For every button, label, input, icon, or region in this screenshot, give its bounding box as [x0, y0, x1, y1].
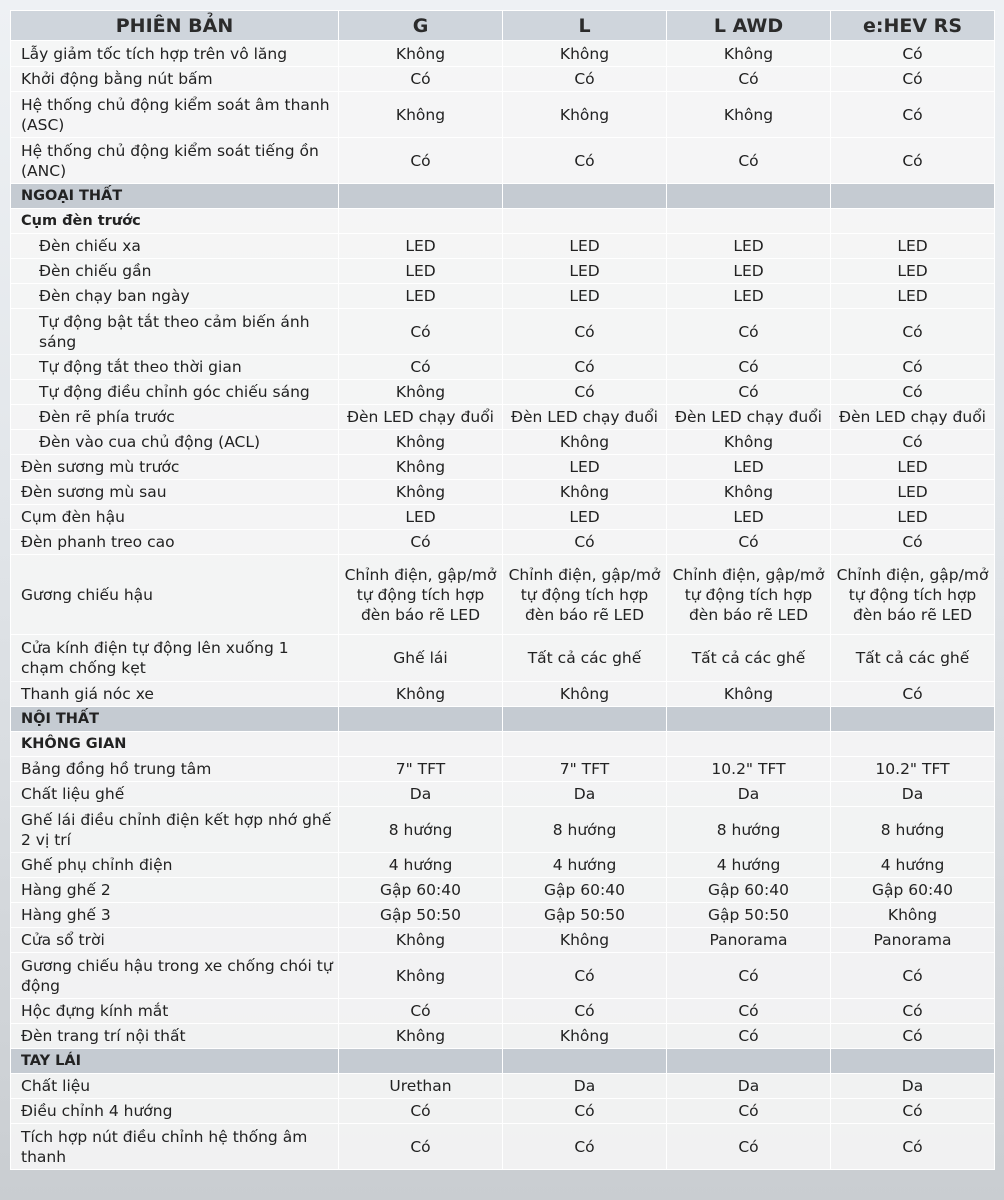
spec-value: Không — [339, 430, 503, 455]
spec-value: Không — [339, 1024, 503, 1049]
section-header-row — [11, 707, 995, 732]
empty-cell — [667, 707, 831, 732]
spec-label: Đèn trang trí nội thất — [11, 1024, 339, 1049]
spec-value: Không — [503, 92, 667, 138]
spec-value: LED — [831, 455, 995, 480]
empty-cell — [667, 184, 831, 209]
spec-value: Có — [339, 309, 503, 355]
spec-value: Không — [503, 928, 667, 953]
spec-label: Hệ thống chủ động kiểm soát âm thanh (ASC) — [11, 92, 339, 138]
spec-value: Tất cả các ghế — [503, 635, 667, 682]
spec-value: 8 hướng — [503, 807, 667, 853]
empty-cell — [831, 1049, 995, 1074]
spec-label: Lẫy giảm tốc tích hợp trên vô lăng — [11, 41, 339, 67]
spec-row — [11, 455, 995, 480]
spec-value: Có — [503, 67, 667, 92]
spec-value: Có — [831, 682, 995, 707]
empty-cell — [503, 209, 667, 234]
spec-value: Có — [831, 999, 995, 1024]
spec-value: Không — [503, 1024, 667, 1049]
spec-label: Cửa kính điện tự động lên xuống 1 chạm chống kẹt — [11, 635, 339, 682]
header-ehev-rs: e:HEV RS — [831, 11, 995, 41]
spec-value: 7" TFT — [503, 757, 667, 782]
spec-row — [11, 41, 995, 67]
spec-value: LED — [667, 505, 831, 530]
spec-label: Đèn phanh treo cao — [11, 530, 339, 555]
spec-value: Không — [339, 480, 503, 505]
spec-value: Da — [831, 782, 995, 807]
spec-row — [11, 138, 995, 184]
spec-label: Điều chỉnh 4 hướng — [11, 1099, 339, 1124]
header-l: L — [503, 11, 667, 41]
spec-value: Không — [503, 480, 667, 505]
spec-value: Không — [339, 682, 503, 707]
spec-label: Ghế phụ chỉnh điện — [11, 853, 339, 878]
spec-row — [11, 234, 995, 259]
spec-label: Chất liệu — [11, 1074, 339, 1099]
spec-value: Không — [503, 682, 667, 707]
spec-value: LED — [831, 505, 995, 530]
empty-cell — [339, 1049, 503, 1074]
spec-value: LED — [339, 284, 503, 309]
spec-value: LED — [503, 505, 667, 530]
spec-label: Tích hợp nút điều chỉnh hệ thống âm thanh — [11, 1124, 339, 1170]
spec-value: Urethan — [339, 1074, 503, 1099]
empty-cell — [831, 732, 995, 757]
empty-cell — [667, 732, 831, 757]
spec-value: Gập 50:50 — [667, 903, 831, 928]
spec-value: Không — [503, 430, 667, 455]
spec-value: Có — [831, 1099, 995, 1124]
empty-cell — [667, 1049, 831, 1074]
spec-value: LED — [831, 480, 995, 505]
spec-value: Có — [831, 67, 995, 92]
spec-value: LED — [339, 505, 503, 530]
spec-label: Hàng ghế 2 — [11, 878, 339, 903]
spec-value: LED — [503, 284, 667, 309]
spec-label: Chất liệu ghế — [11, 782, 339, 807]
spec-value: Chỉnh điện, gập/mở tự động tích hợp đèn báo rẽ LED — [831, 555, 995, 635]
spec-value: Có — [831, 355, 995, 380]
spec-value: Có — [667, 953, 831, 999]
spec-label: Đèn chiếu xa — [11, 234, 339, 259]
spec-row — [11, 1074, 995, 1099]
spec-value: Da — [503, 782, 667, 807]
section-title: NGOẠI THẤT — [11, 184, 339, 209]
spec-value: 8 hướng — [339, 807, 503, 853]
group-title: Cụm đèn trước — [11, 209, 339, 234]
spec-value: Không — [339, 380, 503, 405]
spec-value: Có — [667, 1099, 831, 1124]
spec-value: LED — [667, 284, 831, 309]
spec-row — [11, 1099, 995, 1124]
spec-value: Gập 60:40 — [503, 878, 667, 903]
spec-row — [11, 555, 995, 635]
spec-value: Không — [339, 455, 503, 480]
spec-label: Ghế lái điều chỉnh điện kết hợp nhớ ghế 2 vị trí — [11, 807, 339, 853]
spec-label: Đèn sương mù sau — [11, 480, 339, 505]
spec-value: Gập 60:40 — [667, 878, 831, 903]
spec-value: Ghế lái — [339, 635, 503, 682]
spec-label: Gương chiếu hậu trong xe chống chói tự động — [11, 953, 339, 999]
spec-value: Chỉnh điện, gập/mở tự động tích hợp đèn báo rẽ LED — [503, 555, 667, 635]
spec-value: LED — [339, 259, 503, 284]
spec-value: LED — [667, 455, 831, 480]
spec-table — [10, 10, 995, 1170]
spec-value: Có — [503, 138, 667, 184]
spec-value: Không — [339, 953, 503, 999]
spec-value: Có — [831, 138, 995, 184]
spec-value: Có — [831, 41, 995, 67]
spec-row — [11, 928, 995, 953]
spec-value: Panorama — [667, 928, 831, 953]
spec-value: Da — [667, 782, 831, 807]
spec-row — [11, 953, 995, 999]
empty-cell — [339, 707, 503, 732]
spec-row — [11, 682, 995, 707]
empty-cell — [831, 184, 995, 209]
spec-row — [11, 853, 995, 878]
spec-value: Không — [667, 682, 831, 707]
spec-row — [11, 380, 995, 405]
spec-row — [11, 284, 995, 309]
spec-value: Có — [831, 953, 995, 999]
spec-value: 4 hướng — [503, 853, 667, 878]
empty-cell — [339, 209, 503, 234]
spec-row — [11, 405, 995, 430]
spec-value: Không — [339, 41, 503, 67]
spec-value: 4 hướng — [831, 853, 995, 878]
spec-label: Tự động bật tắt theo cảm biến ánh sáng — [11, 309, 339, 355]
spec-label: Đèn rẽ phía trước — [11, 405, 339, 430]
spec-value: 4 hướng — [667, 853, 831, 878]
spec-row — [11, 309, 995, 355]
spec-label: Đèn vào cua chủ động (ACL) — [11, 430, 339, 455]
spec-value: Có — [831, 92, 995, 138]
spec-value: Không — [339, 92, 503, 138]
spec-value: Có — [503, 380, 667, 405]
spec-label: Tự động tắt theo thời gian — [11, 355, 339, 380]
spec-row — [11, 505, 995, 530]
spec-row — [11, 1124, 995, 1170]
spec-value: Có — [503, 530, 667, 555]
spec-row — [11, 782, 995, 807]
spec-label: Hàng ghế 3 — [11, 903, 339, 928]
spec-value: LED — [503, 455, 667, 480]
spec-value: Có — [831, 380, 995, 405]
spec-value: Gập 50:50 — [503, 903, 667, 928]
spec-value: 8 hướng — [667, 807, 831, 853]
spec-value: Không — [831, 903, 995, 928]
empty-cell — [503, 707, 667, 732]
section-header-row — [11, 1049, 995, 1074]
spec-value: 8 hướng — [831, 807, 995, 853]
spec-value: Đèn LED chạy đuổi — [503, 405, 667, 430]
spec-row — [11, 878, 995, 903]
spec-value: Da — [503, 1074, 667, 1099]
spec-value: LED — [667, 234, 831, 259]
group-header-row — [11, 209, 995, 234]
empty-cell — [503, 184, 667, 209]
spec-value: Có — [667, 355, 831, 380]
spec-row — [11, 480, 995, 505]
spec-row — [11, 67, 995, 92]
spec-value: Có — [667, 530, 831, 555]
empty-cell — [339, 184, 503, 209]
spec-value: Da — [667, 1074, 831, 1099]
spec-value: Gập 60:40 — [339, 878, 503, 903]
spec-row — [11, 92, 995, 138]
spec-label: Tự động điều chỉnh góc chiếu sáng — [11, 380, 339, 405]
spec-value: Có — [831, 1124, 995, 1170]
spec-value: Đèn LED chạy đuổi — [667, 405, 831, 430]
spec-value: Không — [667, 430, 831, 455]
spec-value: Không — [667, 92, 831, 138]
empty-cell — [667, 209, 831, 234]
spec-row — [11, 999, 995, 1024]
spec-row — [11, 903, 995, 928]
spec-table-body — [11, 41, 995, 1170]
spec-row — [11, 259, 995, 284]
spec-row — [11, 635, 995, 682]
spec-label: Gương chiếu hậu — [11, 555, 339, 635]
spec-value: Có — [503, 355, 667, 380]
empty-cell — [831, 209, 995, 234]
spec-label: Đèn chạy ban ngày — [11, 284, 339, 309]
spec-value: Tất cả các ghế — [667, 635, 831, 682]
spec-label: Bảng đồng hồ trung tâm — [11, 757, 339, 782]
spec-value: Tất cả các ghế — [831, 635, 995, 682]
spec-value: Có — [667, 999, 831, 1024]
spec-value: LED — [831, 259, 995, 284]
spec-value: 10.2" TFT — [831, 757, 995, 782]
spec-value: Gập 60:40 — [831, 878, 995, 903]
section-title: NỘI THẤT — [11, 707, 339, 732]
spec-label: Hộc đựng kính mắt — [11, 999, 339, 1024]
spec-table-container — [10, 10, 994, 1170]
spec-label: Cửa sổ trời — [11, 928, 339, 953]
empty-cell — [503, 732, 667, 757]
spec-value: LED — [831, 234, 995, 259]
spec-value: Có — [339, 999, 503, 1024]
spec-value: Có — [339, 138, 503, 184]
spec-label: Hệ thống chủ động kiểm soát tiếng ồn (ANC) — [11, 138, 339, 184]
spec-row — [11, 757, 995, 782]
spec-row — [11, 530, 995, 555]
spec-value: 7" TFT — [339, 757, 503, 782]
spec-value: Gập 50:50 — [339, 903, 503, 928]
section-header-row — [11, 184, 995, 209]
spec-value: LED — [503, 234, 667, 259]
spec-value: Chỉnh điện, gập/mở tự động tích hợp đèn báo rẽ LED — [667, 555, 831, 635]
spec-label: Khởi động bằng nút bấm — [11, 67, 339, 92]
spec-row — [11, 807, 995, 853]
spec-value: Chỉnh điện, gập/mở tự động tích hợp đèn báo rẽ LED — [339, 555, 503, 635]
empty-cell — [339, 732, 503, 757]
empty-cell — [503, 1049, 667, 1074]
spec-value: Có — [503, 309, 667, 355]
spec-label: Thanh giá nóc xe — [11, 682, 339, 707]
spec-value: 4 hướng — [339, 853, 503, 878]
group-title: KHÔNG GIAN — [11, 732, 339, 757]
spec-value: Da — [339, 782, 503, 807]
spec-label: Đèn sương mù trước — [11, 455, 339, 480]
spec-value: 10.2" TFT — [667, 757, 831, 782]
spec-value: Có — [339, 1099, 503, 1124]
spec-value: Có — [503, 1099, 667, 1124]
spec-value: Không — [339, 928, 503, 953]
header-g: G — [339, 11, 503, 41]
spec-value: Có — [503, 953, 667, 999]
spec-value: LED — [503, 259, 667, 284]
header-l-awd: L AWD — [667, 11, 831, 41]
spec-value: Có — [831, 530, 995, 555]
spec-value: Có — [667, 1024, 831, 1049]
group-header-row — [11, 732, 995, 757]
spec-value: Có — [503, 999, 667, 1024]
header-row — [11, 11, 995, 41]
spec-value: LED — [339, 234, 503, 259]
spec-row — [11, 430, 995, 455]
spec-value: Có — [667, 309, 831, 355]
spec-value: Không — [667, 480, 831, 505]
spec-value: Không — [667, 41, 831, 67]
spec-value: Không — [503, 41, 667, 67]
spec-value: Có — [667, 138, 831, 184]
spec-value: LED — [667, 259, 831, 284]
header-version: PHIÊN BẢN — [11, 11, 339, 41]
spec-value: Có — [339, 355, 503, 380]
spec-value: Có — [667, 1124, 831, 1170]
spec-value: Có — [503, 1124, 667, 1170]
empty-cell — [831, 707, 995, 732]
spec-value: Có — [831, 430, 995, 455]
spec-value: Có — [339, 1124, 503, 1170]
spec-value: Đèn LED chạy đuổi — [339, 405, 503, 430]
spec-value: Có — [667, 67, 831, 92]
spec-value: Có — [831, 1024, 995, 1049]
spec-row — [11, 355, 995, 380]
spec-row — [11, 1024, 995, 1049]
spec-value: Có — [339, 530, 503, 555]
spec-value: Panorama — [831, 928, 995, 953]
spec-value: Có — [667, 380, 831, 405]
spec-value: Có — [831, 309, 995, 355]
spec-label: Đèn chiếu gần — [11, 259, 339, 284]
spec-value: Có — [339, 67, 503, 92]
spec-value: LED — [831, 284, 995, 309]
section-title: TAY LÁI — [11, 1049, 339, 1074]
spec-value: Da — [831, 1074, 995, 1099]
spec-value: Đèn LED chạy đuổi — [831, 405, 995, 430]
spec-label: Cụm đèn hậu — [11, 505, 339, 530]
